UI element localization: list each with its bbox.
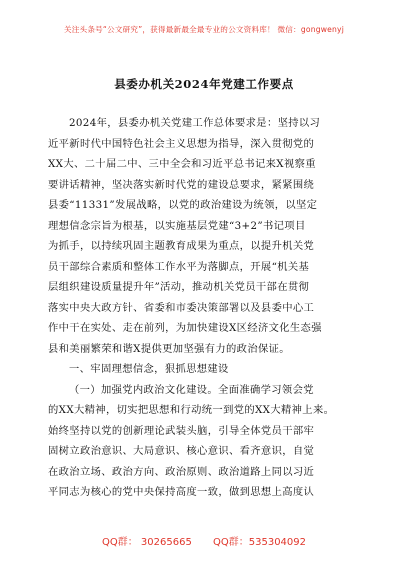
body-line: 为抓手，以持续巩固主题教育成果为重点，以提升机关党	[48, 240, 315, 252]
body-line: 作中干在实处、走在前列，为加快建设X区经济文化生态强	[48, 322, 322, 334]
body-line: 落实中央大政方针、省委和市委决策部署以及县委中心工	[48, 301, 315, 314]
body-line: 2024年，县委办机关党建工作总体要求是：坚持以习	[69, 117, 321, 129]
qq-group-2: QQ群：535304092	[213, 537, 307, 548]
body-line: 层组织建设质量提升年”活动，推动机关党员干部在贯彻	[48, 281, 310, 293]
body-line: XX大、二十届二中、三中全会和习近平总书记来X视察重	[48, 158, 316, 170]
body-line: 固树立政治意识、大局意识、核心意识、看齐意识，自觉	[48, 445, 315, 457]
body-line: 理想信念宗旨为根基，以实施基层党建“3+2”书记项目	[48, 219, 306, 232]
body-line: 的XX大精神，切实把思想和行动统一到党的XX大精神上来。	[48, 404, 335, 416]
body-line: 员干部综合素质和整体工作水平为落脚点，开展“机关基	[48, 260, 310, 273]
body-line: 县和美丽繁荣和谐X提供更加坚强有力的政治保证。	[48, 342, 290, 355]
body-line: 近平新时代中国特色社会主义思想为指导，深入贯彻党的	[48, 137, 315, 150]
footer-contacts	[0, 533, 408, 548]
body-line: 县委“11331”发展战略，以党的政治建设为统领，以坚定	[48, 199, 318, 211]
qq-group-1: QQ群： 30265665	[101, 537, 192, 548]
document-body	[48, 113, 364, 503]
document-title: 县委办机关2024年党建工作要点	[114, 77, 294, 91]
body-line: 始终坚持以党的创新理论武装头脑，引导全体党员干部牢	[48, 424, 315, 437]
body-line: 在政治立场、政治方向、政治原则、政治道路上同以习近	[48, 465, 315, 478]
promo-banner: 关注头条号“公文研究”，获得最新最全最专业的公文资料库！ 微信：gongwenyj	[63, 25, 345, 34]
body-line: 平同志为核心的党中央保持高度一致，做到思想上高度认	[48, 486, 315, 498]
body-line: （一）加强党内政治文化建设。全面准确学习领会党	[69, 383, 314, 396]
body-line: 要讲话精神，坚决落实新时代党的建设总要求，紧紧围绕	[48, 178, 315, 191]
section-heading: 一、牢固理想信念，狠抓思想建设	[69, 363, 229, 375]
